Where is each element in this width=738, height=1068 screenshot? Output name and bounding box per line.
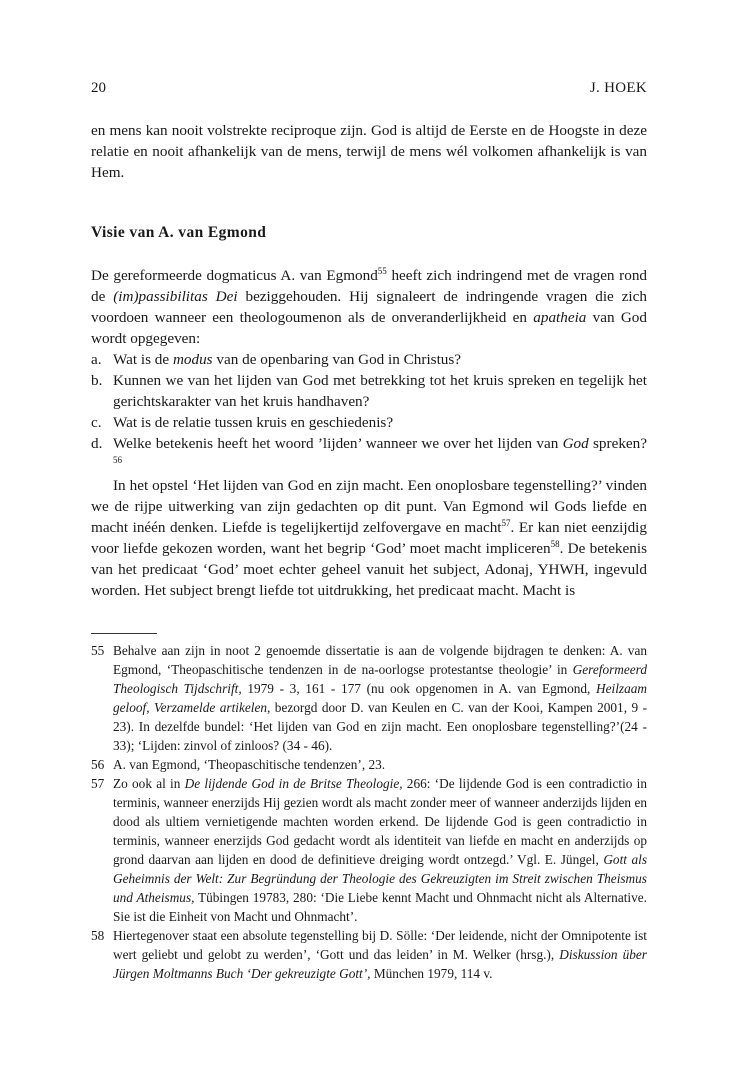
footnote-55: 55 Behalve aan zijn in noot 2 genoemde dissertatie is aan de volgende bijdragen te denken: A. van Egmond, ‘Theopaschitische tendenzen in de na-oorlogse protestantse theologie’ in Gereformeerd Theologisch Tijdschrift, 1979 - 3, 161 - 177 (nu ook opgenomen in A. van Egmond, Heilzaam geloof, Verzamelde artikelen, bezorgd door D. van Keulen en C. van der Kooi, Kampen 2001, 9 - 23). In dezelfde bundel: ‘Het lijden van God en zijn macht. Een onoplosbare tegenstelling?’(24 - 33); ‘Lijden: zinvol of zinloos? (34 - 46). xyxy=(91,643,647,753)
intro-paragraph-block xyxy=(91,120,647,183)
list-item: d. Welke betekenis heeft het woord ’lijden’ wanneer we over het lijden van God spreken?$^{56}$ xyxy=(91,435,647,465)
intro-paragraph: en mens kan nooit volstrekte reciproque zijn. God is altijd de Eerste en de Hoogste in deze relatie en nooit afhankelijk van de mens, terwijl de mens wél volkomen afhankelijk is van Hem. xyxy=(91,122,647,181)
footnote-ref-55[interactable]: 55 xyxy=(377,266,387,276)
page-number: 20 xyxy=(91,80,106,96)
main-text xyxy=(91,265,647,601)
running-head-author: J. HOEK xyxy=(589,80,647,96)
footnote-58: 58 Hiertegenover staat een absolute tegenstelling bij D. Sölle: ‘Der leidende, nicht der Omnipotente ist wert geliebt und gelobt zu werden’, ‘Gott und das leiden’ in M. Welker (hrsg.), Diskussion über Jürgen Moltmanns Buch ‘Der gekreuzigte Gott’, München 1979, 114 v. xyxy=(91,928,647,981)
question-list xyxy=(91,349,647,475)
footnote-57: 57 Zo ook al in De lijdende God in de Britse Theologie, 266: ‘De lijdende God is een contradictio in terminis, wanneer enerzijds Hij gezien wordt als macht zonder meer of wanneer anderzijds lijden en dood als ultiem vernietigende machten worden erkend. De lijdende God is geen contradictio in terminis, wanneer enerzijds God gedacht wordt als identiteit van liefde en macht en anderzijds op grond daarvan aan lijden en dood de definitieve dreiging wordt ontzegd.’ Vgl. E. Jüngel, Gott als Geheimnis der Welt: Zur Begründung der Theologie des Gekreuzigten im Streit zwischen Theismus und Atheismus, Tübingen 19783, 280: ‘Die Liebe kennt Macht und Ohnmacht nicht als Alternative. Sie ist die Einheit von Macht und Ohnmacht’. xyxy=(91,776,648,924)
list-item: a. Wat is de modus van de openbaring van God in Christus? xyxy=(91,351,462,368)
list-item: c. Wat is de relatie tussen kruis en geschiedenis? xyxy=(91,414,394,431)
list-item: b. Kunnen we van het lijden van God met betrekking tot het kruis spreken en tegelijk het gerichtskarakter van het kruis handhaven? xyxy=(91,372,647,410)
footnote-ref-57[interactable]: 57 xyxy=(501,518,511,528)
footnotes xyxy=(91,641,647,983)
footnote-ref-56[interactable]: 56 xyxy=(113,455,122,465)
footnote-56: 56 A. van Egmond, ‘Theopaschitische tendenzen’, 23. xyxy=(91,757,386,772)
section-heading: Visie van A. van Egmond xyxy=(91,224,267,241)
paragraph-2: In het opstel ‘Het lijden van God en zijn macht. Een onoplosbare tegenstelling?’ vinden we de rijpe uitwerking van zijn gedachten op dit punt. Van Egmond wil Gods liefde en macht inéén denken. Liefde is tegelijkertijd zelfovergave en macht$^{57}$. Er kan niet eenzijdig voor liefde gekozen worden, want het begrip ‘God’ moet macht impliceren$^{58}$. De betekenis van het predicaat ‘God’ moet echter geheel vanuit het subject, Adonaj, YHWH, ingevuld worden. Het subject brengt liefde tot uitdrukking, het predicaat macht. Macht is xyxy=(91,477,647,599)
paragraph-1: De gereformeerde dogmaticus A. van Egmond$^{55}$ heeft zich indringend met de vragen rond de (im)passibilitas Dei beziggehouden. Hij signaleert de indringende vragen die zich voordoen wanneer een theologoumenon als de onveranderlijkheid en apatheia van God wordt opgegeven: xyxy=(91,266,648,347)
footnote-ref-58[interactable]: 58 xyxy=(550,539,560,549)
footnote-separator xyxy=(91,633,157,634)
